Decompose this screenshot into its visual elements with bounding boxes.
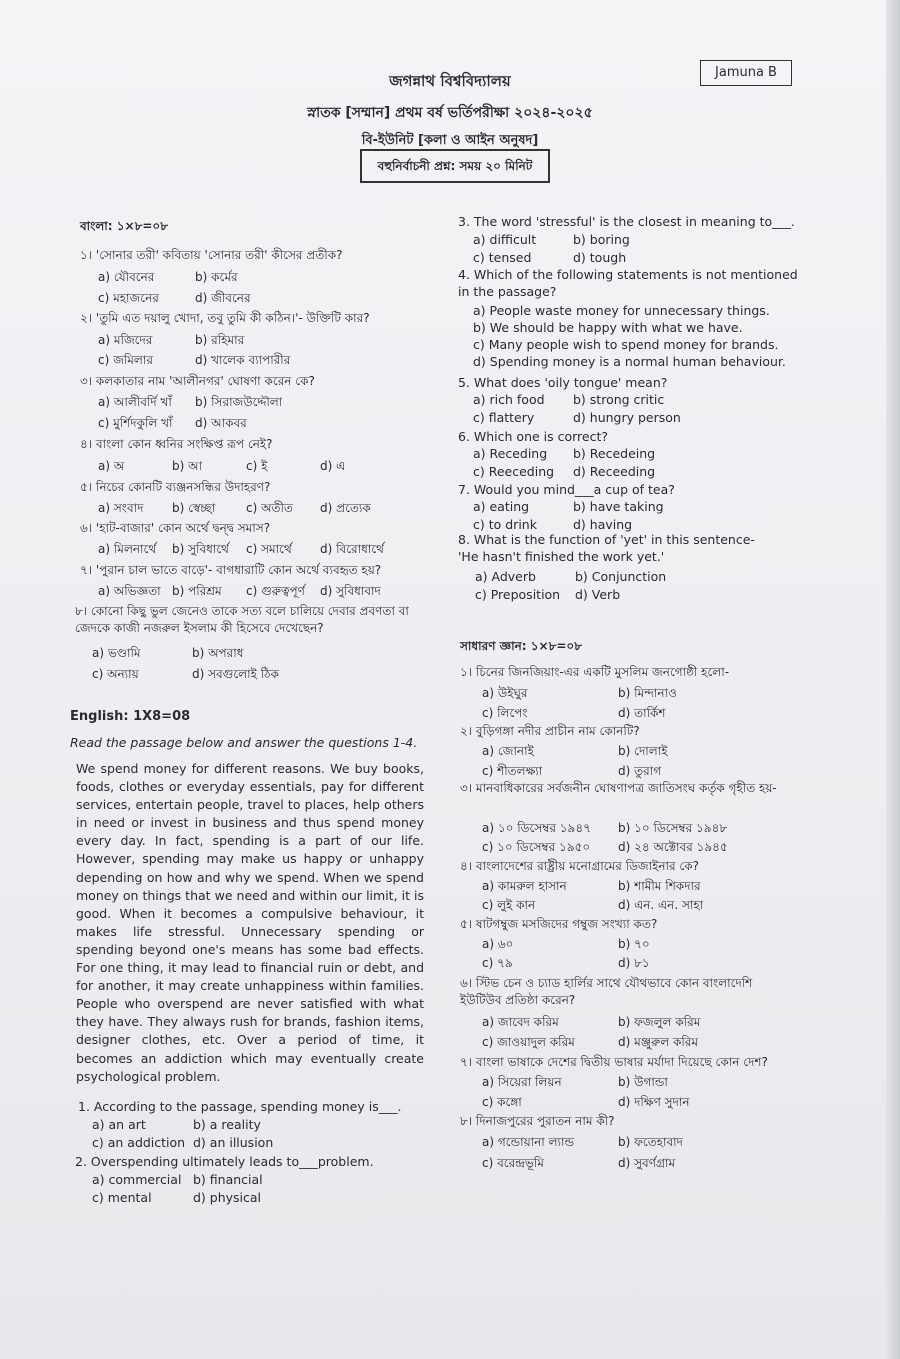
gk-q2-option-a: a) জোনাই bbox=[482, 744, 534, 758]
bangla-q6-stem: ৬। 'হাট-বাজার' কোন অর্থে দ্বন্দ্ব সমাস? bbox=[80, 521, 271, 535]
english-q3-option-b: b) boring bbox=[573, 232, 630, 247]
bangla-q3-option-c: c) মুর্শিদকুলি খাঁ bbox=[98, 416, 173, 430]
english-passage: We spend money for different reasons. We buy books, foods, clothes or everyday essentials, pay for different services, entertain people, travel to places, help others in need or invest in business and thus spend money every day. In fact, spending is a part of our life. However, spending may make us happy or unhappy depending on how and why we spend. When we spend money on things that we need and within our limit, it is good. When it becomes a compulsive behaviour, it makes life stressful. Unnecessary spending or spending beyond one's means has some bad effects. For one thing, it may lead to financial ruin or debt, and for another, it may create unhappiness within families. People who overspend are never satisfied with what they have. They always rush for brands, fashion items, designer clothes, etc. Over a period of time, it becomes an addiction which may eventually create psychological problem. bbox=[76, 761, 424, 1084]
bangla-q6-option-a: a) মিলনার্থে bbox=[98, 542, 157, 556]
gk-q6-option-d: d) মঞ্জুরুল করিম bbox=[618, 1035, 699, 1049]
bangla-q6-option-b: b) সুবিধার্থে bbox=[172, 542, 229, 556]
english-q4-option-b: b) We should be happy with what we have. bbox=[473, 320, 743, 335]
gk-q3-stem: ৩। মানবাধিকারের সর্বজনীন ঘোষণাপত্র জাতিসংঘ কর্তৃক গৃহীত হয়- bbox=[460, 781, 777, 795]
gk-q6-option-b: b) ফজলুল করিম bbox=[618, 1015, 701, 1029]
bangla-q3-option-a: a) আলীবর্দি খাঁ bbox=[98, 395, 172, 409]
bangla-q8-stem: ৮। কোনো কিছু ভুল জেনেও তাকে সত্য বলে চালিয়ে দেবার প্রবণতা বা জেদকে কাজী নজরুল ইসলাম কী হিসেবে দেখেছেন? bbox=[75, 604, 409, 635]
english-q8-option-b: b) Conjunction bbox=[575, 569, 667, 584]
bangla-q3-stem: ৩। কলকাতার নাম 'আলীনগর' ঘোষণা করেন কে? bbox=[80, 374, 315, 388]
english-q5-option-a: a) rich food bbox=[473, 392, 545, 407]
english-q4-option-a: a) People waste money for unnecessary things. bbox=[473, 303, 770, 318]
gk-q1-stem: ১। চিনের জিনজিয়াং-এর একটি মুসলিম জনগোষ্ঠী হলো- bbox=[460, 665, 730, 679]
gk-section-title: সাধারণ জ্ঞান: ১×৮=০৮ bbox=[460, 639, 583, 653]
gk-q2-option-b: b) দোলাই bbox=[618, 744, 668, 758]
gk-q1-option-c: c) লিপেং bbox=[482, 706, 528, 720]
gk-q8-option-c: c) বরেন্দ্রভূমি bbox=[482, 1156, 544, 1170]
bangla-q7-option-b: b) পরিশ্রম bbox=[172, 584, 222, 598]
bangla-q5-option-d: d) প্রত্যেক bbox=[320, 501, 371, 515]
bangla-q7-option-c: c) গুরুত্বপূর্ণ bbox=[246, 584, 305, 598]
english-q1-stem: 1. According to the passage, spending money is___. bbox=[78, 1099, 402, 1114]
english-q1-option-b: b) a reality bbox=[193, 1117, 261, 1132]
gk-q1-option-a: a) উইঘুর bbox=[482, 686, 528, 700]
gk-q7-stem: ৭। বাংলা ভাষাকে দেশের দ্বিতীয় ভাষার মর্যাদা দিয়েছে কোন দেশ? bbox=[460, 1055, 768, 1069]
gk-q6-stem: ৬। স্টিভ চেন ও চ্যাড হার্লির সাথে যৌথভাবে কোন বাংলাদেশি ইউটিউব প্রতিষ্ঠা করেন? bbox=[460, 976, 753, 1007]
bangla-q2-stem: ২। 'তুমি এত দয়ালু খোদা, তবু তুমি কী কঠিন।'- উক্তিটি কার? bbox=[80, 311, 370, 325]
english-q2-option-a: a) commercial bbox=[92, 1172, 182, 1187]
bangla-q3-option-b: b) সিরাজউদ্দৌলা bbox=[195, 395, 283, 409]
english-q4-stem: 4. Which of the following statements is not mentioned in the passage? bbox=[458, 267, 798, 299]
bangla-q6-option-c: c) সমার্থে bbox=[246, 542, 292, 556]
gk-q1-option-d: d) তার্কিশ bbox=[618, 706, 666, 720]
time-box: বহুনির্বাচনী প্রশ্ন: সময় ২০ মিনিট bbox=[360, 149, 550, 183]
bangla-q5-option-b: b) স্বেচ্ছা bbox=[172, 501, 216, 515]
gk-q8-stem: ৮। দিনাজপুরের পুরাতন নাম কী? bbox=[460, 1114, 615, 1128]
gk-q5-option-c: c) ৭৯ bbox=[482, 956, 513, 970]
english-q3-option-a: a) difficult bbox=[473, 232, 537, 247]
bangla-q7-option-a: a) অভিজ্ঞতা bbox=[98, 584, 161, 598]
english-q4-option-d: d) Spending money is a normal human behaviour. bbox=[473, 354, 786, 369]
gk-q3-option-d: d) ২৪ অক্টোবর ১৯৪৫ bbox=[618, 840, 728, 854]
english-q7-option-c: c) to drink bbox=[473, 517, 537, 532]
english-q6-option-c: c) Reeceding bbox=[473, 464, 555, 479]
bangla-q5-option-a: a) সংবাদ bbox=[98, 501, 144, 515]
bangla-q5-stem: ৫। নিচের কোনটি ব্যঞ্জনসন্ধির উদাহরণ? bbox=[80, 480, 271, 494]
bangla-q4-option-d: d) এ bbox=[320, 459, 346, 473]
bangla-q4-stem: ৪। বাংলা কোন ধ্বনির সংক্ষিপ্ত রূপ নেই? bbox=[80, 437, 273, 451]
bangla-q7-stem: ৭। 'পুরান চাল ভাতে বাড়ে'- বাগধারাটি কোন অর্থে ব্যবহৃত হয়? bbox=[80, 563, 382, 577]
gk-q2-stem: ২। বুড়িগঙ্গা নদীর প্রাচীন নাম কোনটি? bbox=[460, 724, 640, 738]
english-q8-stem: 8. What is the function of 'yet' in this sentence- 'He hasn't finished the work yet.' bbox=[458, 532, 755, 564]
bangla-q8-option-a: a) ভণ্ডামি bbox=[92, 646, 141, 660]
bangla-q6-option-d: d) বিরোধার্থে bbox=[320, 542, 384, 556]
gk-q4-option-d: d) এন. এন. সাহা bbox=[618, 898, 704, 912]
gk-q4-option-a: a) কামরুল হাসান bbox=[482, 879, 567, 893]
bangla-q8-option-b: b) অপরাধ bbox=[192, 646, 244, 660]
gk-q4-option-b: b) শামীম শিকদার bbox=[618, 879, 701, 893]
bangla-q2-option-b: b) রহিমার bbox=[195, 333, 245, 347]
english-q6-option-b: b) Recedeing bbox=[573, 446, 656, 461]
exam-title: স্নাতক [সম্মান] প্রথম বর্ষ ভর্তিপরীক্ষা ২০২৪-২০২৫ bbox=[307, 105, 593, 121]
bangla-q1-option-d: d) জীবনের bbox=[195, 291, 251, 305]
bangla-q7-option-d: d) সুবিধাবাদ bbox=[320, 584, 381, 598]
bangla-q1-option-a: a) যৌবনের bbox=[98, 270, 155, 284]
english-q5-option-b: b) strong critic bbox=[573, 392, 665, 407]
bangla-q8-option-d: d) সবগুলোই ঠিক bbox=[192, 667, 279, 681]
bangla-q4-option-c: c) ই bbox=[246, 459, 268, 473]
english-q6-option-d: d) Receeding bbox=[573, 464, 656, 479]
english-q2-option-b: b) financial bbox=[193, 1172, 263, 1187]
english-q1-option-c: c) an addiction bbox=[92, 1135, 186, 1150]
bangla-q1-option-b: b) কর্মের bbox=[195, 270, 238, 284]
unit-name: বি-ইউনিট [কলা ও আইন অনুষদ] bbox=[361, 133, 539, 148]
set-code-box: Jamuna B bbox=[700, 60, 792, 86]
english-q6-option-a: a) Receding bbox=[473, 446, 548, 461]
english-q2-stem: 2. Overspending ultimately leads to___problem. bbox=[75, 1154, 374, 1169]
gk-q4-stem: ৪। বাংলাদেশের রাষ্ট্রীয় মনোগ্রামের ডিজাইনার কে? bbox=[460, 859, 700, 873]
bangla-q2-option-c: c) জমিলার bbox=[98, 353, 153, 367]
gk-q5-option-b: b) ৭০ bbox=[618, 937, 650, 951]
english-q7-stem: 7. Would you mind___a cup of tea? bbox=[458, 482, 675, 497]
bangla-q2-option-d: d) খালেক ব্যাপারীর bbox=[195, 353, 291, 367]
english-q5-option-d: d) hungry person bbox=[573, 410, 681, 425]
gk-q7-option-a: a) সিয়েরা লিয়ন bbox=[482, 1075, 562, 1089]
english-q3-stem: 3. The word 'stressful' is the closest in meaning to___. bbox=[458, 214, 795, 229]
english-q7-option-d: d) having bbox=[573, 517, 633, 532]
english-q2-option-d: d) physical bbox=[193, 1190, 262, 1205]
bangla-q5-option-c: c) অতীত bbox=[246, 501, 293, 515]
gk-q8-option-d: d) সুবর্ণগ্রাম bbox=[618, 1156, 676, 1170]
bangla-section-title: বাংলা: ১×৮=০৮ bbox=[80, 219, 168, 233]
page-edge bbox=[886, 0, 900, 1359]
english-q6-stem: 6. Which one is correct? bbox=[458, 429, 609, 444]
gk-q3-option-a: a) ১০ ডিসেম্বর ১৯৪৭ bbox=[482, 821, 591, 835]
gk-q3-option-c: c) ১০ ডিসেম্বর ১৯৫০ bbox=[482, 840, 591, 854]
bangla-q4-option-a: a) অ bbox=[98, 459, 125, 473]
english-q1-option-a: a) an art bbox=[92, 1117, 146, 1132]
gk-q7-option-c: c) কঙ্গো bbox=[482, 1095, 522, 1109]
bangla-q8-option-c: c) অন্যায় bbox=[92, 667, 139, 681]
gk-q5-stem: ৫। ষাটগম্বুজ মসজিদের গম্বুজ সংখ্যা কত? bbox=[460, 917, 658, 931]
english-section-title: English: 1X8=08 bbox=[70, 709, 191, 724]
bangla-q2-option-a: a) মজিদের bbox=[98, 333, 153, 347]
university-name: জগন্নাথ বিশ্ববিদ্যালয় bbox=[389, 72, 511, 90]
gk-q7-option-d: d) দক্ষিণ সুদান bbox=[618, 1095, 690, 1109]
bangla-q4-option-b: b) আ bbox=[172, 459, 203, 473]
bangla-q1-stem: ১। 'সোনার তরী' কবিতায় 'সোনার তরী' কীসের প্রতীক? bbox=[80, 248, 343, 262]
english-q3-option-d: d) tough bbox=[573, 250, 627, 265]
gk-q4-option-c: c) লুই কান bbox=[482, 898, 536, 912]
english-q8-option-a: a) Adverb bbox=[475, 569, 536, 584]
bangla-q3-option-d: d) আকবর bbox=[195, 416, 247, 430]
english-q8-option-d: d) Verb bbox=[575, 587, 621, 602]
english-q1-option-d: d) an illusion bbox=[193, 1135, 274, 1150]
english-q4-option-c: c) Many people wish to spend money for brands. bbox=[473, 337, 779, 352]
exam-header bbox=[250, 70, 650, 152]
gk-q2-option-c: c) শীতলক্ষ্যা bbox=[482, 764, 543, 778]
english-q8-option-c: c) Preposition bbox=[475, 587, 561, 602]
gk-q3-option-b: b) ১০ ডিসেম্বর ১৯৪৮ bbox=[618, 821, 728, 835]
english-q2-option-c: c) mental bbox=[92, 1190, 152, 1205]
gk-q6-option-c: c) জাওয়াদুল করিম bbox=[482, 1035, 575, 1049]
gk-q8-option-b: b) ফতেহাবাদ bbox=[618, 1135, 683, 1149]
gk-q7-option-b: b) উগান্ডা bbox=[618, 1075, 668, 1089]
english-q7-option-b: b) have taking bbox=[573, 499, 664, 514]
english-q7-option-a: a) eating bbox=[473, 499, 530, 514]
gk-q5-option-a: a) ৬০ bbox=[482, 937, 514, 951]
english-passage-instruction: Read the passage below and answer the questions 1-4. bbox=[70, 735, 418, 750]
english-q5-option-c: c) flattery bbox=[473, 410, 535, 425]
gk-q8-option-a: a) গন্ডোয়ানা ল্যান্ড bbox=[482, 1135, 575, 1149]
gk-q5-option-d: d) ৮১ bbox=[618, 956, 650, 970]
gk-q1-option-b: b) মিন্দানাও bbox=[618, 686, 677, 700]
english-q3-option-c: c) tensed bbox=[473, 250, 532, 265]
gk-q2-option-d: d) তুরাগ bbox=[618, 764, 662, 778]
gk-q6-option-a: a) জাবেদ করিম bbox=[482, 1015, 559, 1029]
bangla-q1-option-c: c) মহাজনের bbox=[98, 291, 159, 305]
english-q5-stem: 5. What does 'oily tongue' mean? bbox=[458, 375, 668, 390]
